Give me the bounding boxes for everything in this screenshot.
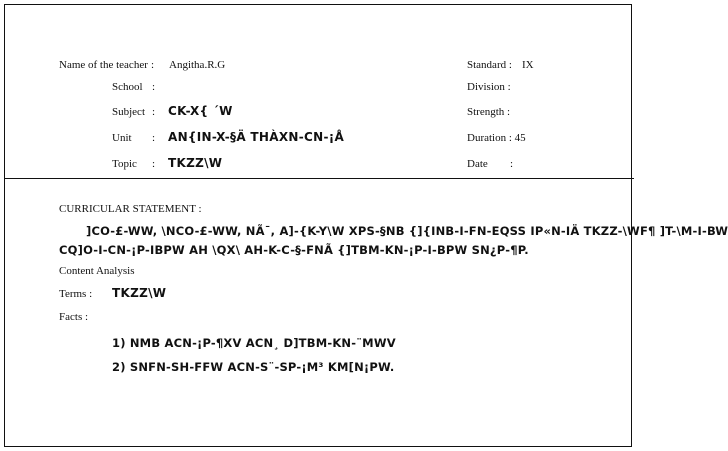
- teacher-colon: :: [151, 59, 155, 71]
- strength-label: Strength :: [467, 106, 511, 118]
- standard-label: Standard :: [467, 59, 512, 71]
- facts-label: Facts :: [59, 311, 89, 323]
- header-divider: [4, 178, 634, 179]
- subject-colon: :: [152, 106, 156, 118]
- school-colon: :: [152, 81, 156, 93]
- topic-value: TKZZ\W: [168, 156, 223, 170]
- topic-label: Topic: [112, 158, 137, 170]
- date-label: Date: [467, 158, 488, 170]
- fact-item-1: 1) NMB ACN-¡P-¶XV ACN¸ D]TBM-KN-¨MWV: [112, 336, 396, 350]
- terms-label: Terms :: [59, 288, 93, 300]
- teacher-label: Name of the teacher: [59, 59, 148, 71]
- terms-value: TKZZ\W: [112, 286, 167, 300]
- standard-value: IX: [522, 59, 534, 71]
- duration-label: Duration : 45: [467, 132, 526, 144]
- unit-label: Unit: [112, 132, 132, 144]
- content-analysis-heading: Content Analysis: [59, 265, 135, 277]
- division-label: Division :: [467, 81, 511, 93]
- curricular-line-2: CQ]O-I-CN-¡P-IBPW AH \QX\ AH-K-C-§-FNÃ {]TBM-KN-¡P-I-BPW SN¿P-¶P.: [59, 243, 529, 257]
- date-colon: :: [510, 158, 514, 170]
- school-label: School: [112, 81, 143, 93]
- curricular-heading: CURRICULAR STATEMENT :: [59, 203, 202, 215]
- unit-value: AN{IN-X-§Ä THÀXN-CN-¡Å: [168, 130, 345, 144]
- curricular-line-1: ]CO-£-WW, \NCO-£-WW, NÃ¯, A]-{K-Y\W XPS-§NB {]{INB-I-FN-EQSS IP«N-IÄ TKZZ-\WF¶ ]T-\M-I-BW: [86, 224, 728, 238]
- teacher-value: Angitha.R.G: [169, 59, 226, 71]
- subject-value: CK-X{ ´W: [168, 104, 233, 118]
- fact-item-2: 2) SNFN-SH-FFW ACN-S¨-SP-¡M³ KM[N¡PW.: [112, 360, 395, 374]
- subject-label: Subject: [112, 106, 145, 118]
- unit-colon: :: [152, 132, 156, 144]
- topic-colon: :: [152, 158, 156, 170]
